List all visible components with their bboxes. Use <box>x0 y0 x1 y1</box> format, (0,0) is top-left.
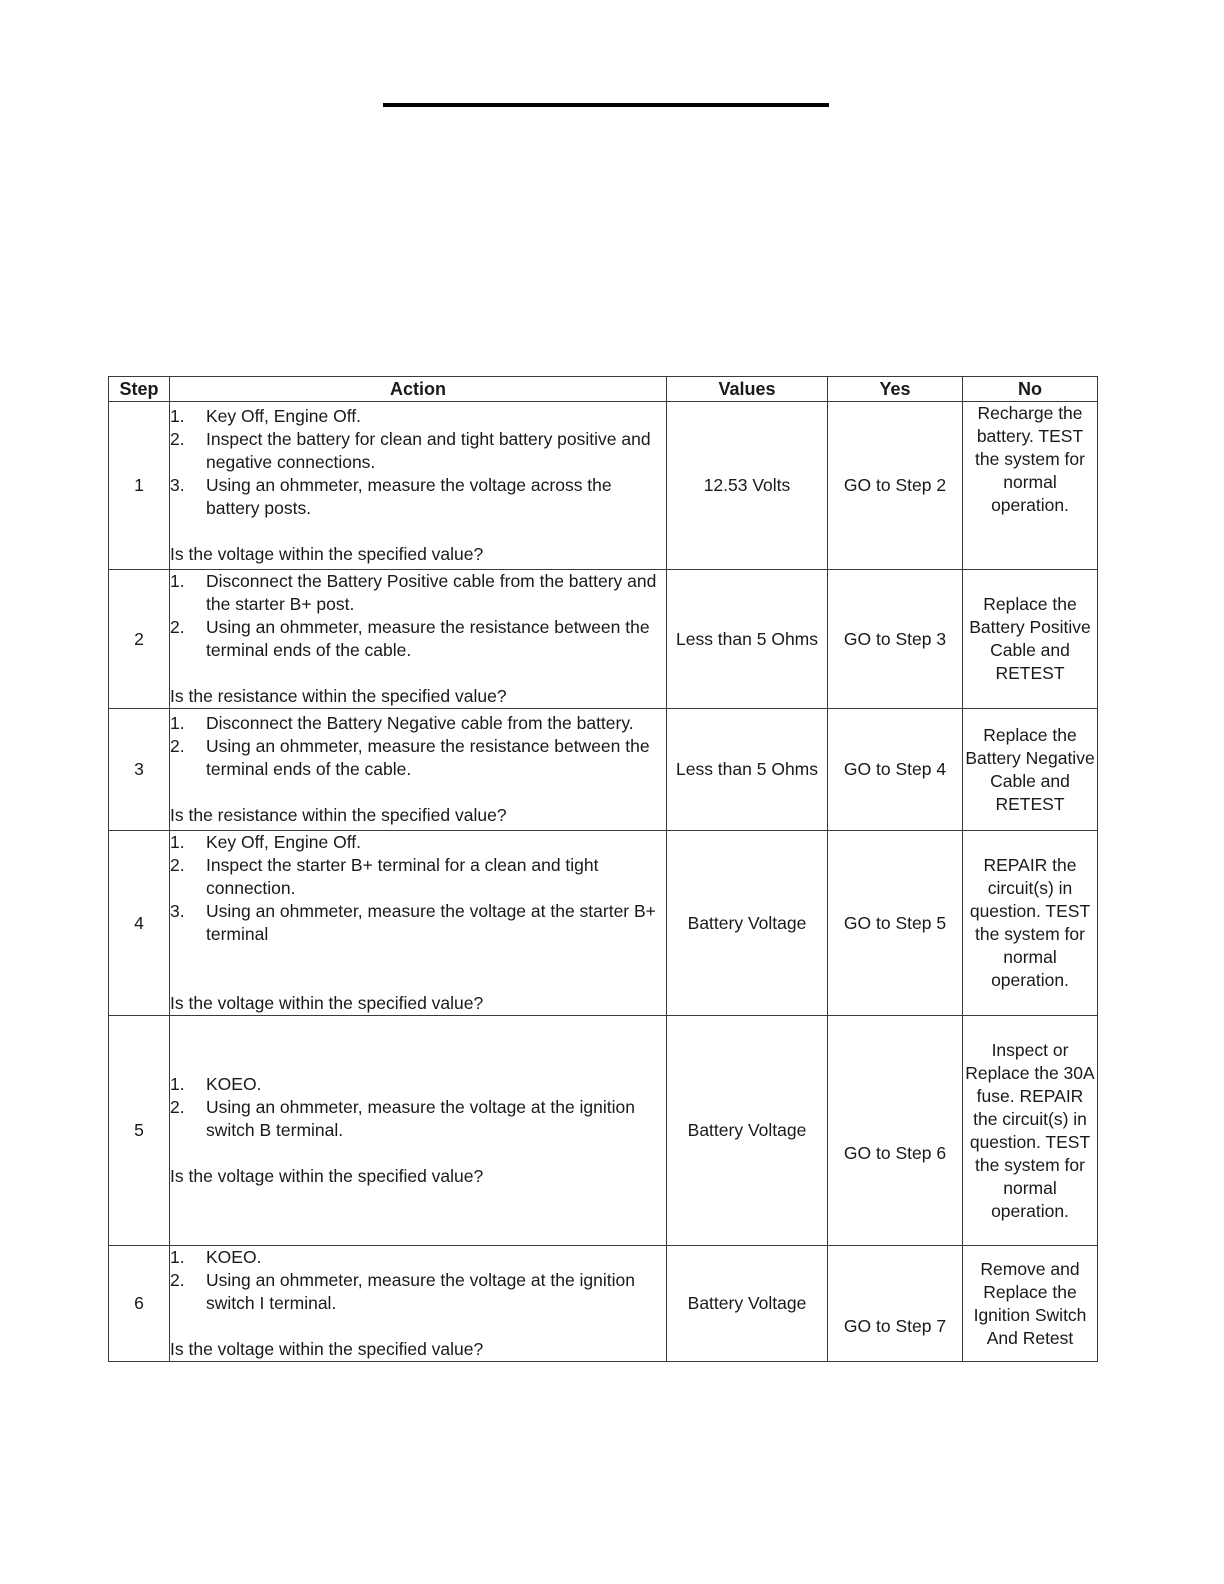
action-item-text: Key Off, Engine Off. <box>206 406 361 426</box>
table-row <box>109 831 1098 1016</box>
action-item <box>170 854 666 900</box>
action-item <box>170 405 666 428</box>
action-list <box>170 831 666 946</box>
action-item-number: 2. <box>170 429 185 449</box>
action-item <box>170 428 666 474</box>
values-cell: Less than 5 Ohms <box>667 570 828 709</box>
table-row <box>109 570 1098 709</box>
action-item-text: KOEO. <box>206 1074 262 1094</box>
yes-cell: GO to Step 7 <box>828 1246 963 1362</box>
action-item-text: Using an ohmmeter, measure the voltage at the ignition switch I terminal. <box>206 1270 635 1313</box>
action-item <box>170 1246 666 1269</box>
action-item-number: 2. <box>170 855 185 875</box>
yes-cell: GO to Step 4 <box>828 709 963 831</box>
table-row <box>109 1016 1098 1246</box>
action-question: Is the resistance within the specified value? <box>170 686 507 706</box>
no-cell: REPAIR the circuit(s) in question. TEST the system for normal operation. <box>963 831 1098 1016</box>
header-action: Action <box>170 377 667 402</box>
action-item-number: 1. <box>170 571 185 591</box>
yes-cell: GO to Step 3 <box>828 570 963 709</box>
step-number: 2 <box>109 570 170 709</box>
header-yes: Yes <box>828 377 963 402</box>
action-question: Is the voltage within the specified value? <box>170 1166 484 1186</box>
action-item <box>170 831 666 854</box>
action-list <box>170 1246 666 1315</box>
no-cell: Replace the Battery Negative Cable and RETEST <box>963 709 1098 831</box>
action-cell <box>170 1246 667 1362</box>
action-item-number: 1. <box>170 832 185 852</box>
action-item-number: 2. <box>170 1097 185 1117</box>
action-item-number: 1. <box>170 1247 185 1267</box>
action-item <box>170 712 666 735</box>
action-cell <box>170 570 667 709</box>
action-item-text: Using an ohmmeter, measure the voltage at the starter B+ terminal <box>206 901 656 944</box>
action-item-number: 2. <box>170 617 185 637</box>
action-item-text: Inspect the battery for clean and tight battery positive and negative connections. <box>206 429 651 472</box>
action-list <box>170 570 666 662</box>
action-item-number: 1. <box>170 406 185 426</box>
action-item-number: 1. <box>170 1074 185 1094</box>
action-item <box>170 735 666 781</box>
yes-cell: GO to Step 6 <box>828 1016 963 1246</box>
action-cell <box>170 709 667 831</box>
header-row <box>109 377 1098 402</box>
yes-cell: GO to Step 2 <box>828 402 963 570</box>
no-cell: Remove and Replace the Ignition Switch And Retest <box>963 1246 1098 1362</box>
action-item <box>170 616 666 662</box>
values-cell: Battery Voltage <box>667 1016 828 1246</box>
action-item-number: 3. <box>170 475 185 495</box>
action-item-text: Inspect the starter B+ terminal for a clean and tight connection. <box>206 855 599 898</box>
step-number: 3 <box>109 709 170 831</box>
step-number: 1 <box>109 402 170 570</box>
step-number: 5 <box>109 1016 170 1246</box>
action-item-text: Using an ohmmeter, measure the voltage across the battery posts. <box>206 475 612 518</box>
action-item-text: Using an ohmmeter, measure the resistance between the terminal ends of the cable. <box>206 736 650 779</box>
action-list <box>170 405 666 520</box>
header-values: Values <box>667 377 828 402</box>
table-row <box>109 1246 1098 1362</box>
step-number: 4 <box>109 831 170 1016</box>
table-row <box>109 709 1098 831</box>
action-item-number: 2. <box>170 1270 185 1290</box>
action-cell <box>170 1016 667 1246</box>
action-list <box>170 712 666 781</box>
action-cell <box>170 831 667 1016</box>
action-item-text: Using an ohmmeter, measure the voltage at the ignition switch B terminal. <box>206 1097 635 1140</box>
values-cell: 12.53 Volts <box>667 402 828 570</box>
action-question: Is the voltage within the specified value? <box>170 1339 484 1359</box>
title-underline <box>383 103 829 107</box>
action-item <box>170 1269 666 1315</box>
action-question: Is the resistance within the specified value? <box>170 805 507 825</box>
action-item <box>170 474 666 520</box>
action-item-text: KOEO. <box>206 1247 262 1267</box>
action-item <box>170 1096 666 1142</box>
values-cell: Less than 5 Ohms <box>667 709 828 831</box>
action-list <box>170 1073 666 1142</box>
table-row <box>109 402 1098 570</box>
action-item <box>170 900 666 946</box>
values-cell: Battery Voltage <box>667 831 828 1016</box>
no-cell: Recharge the battery. TEST the system for normal operation. <box>963 402 1098 570</box>
header-no: No <box>963 377 1098 402</box>
action-item-text: Using an ohmmeter, measure the resistance between the terminal ends of the cable. <box>206 617 650 660</box>
no-cell: Inspect or Replace the 30A fuse. REPAIR the circuit(s) in question. TEST the system for normal operation. <box>963 1016 1098 1246</box>
action-item-text: Disconnect the Battery Positive cable from the battery and the starter B+ post. <box>206 571 657 614</box>
action-item-number: 1. <box>170 713 185 733</box>
action-cell <box>170 402 667 570</box>
action-item-text: Key Off, Engine Off. <box>206 832 361 852</box>
action-item-number: 2. <box>170 736 185 756</box>
values-cell: Battery Voltage <box>667 1246 828 1362</box>
header-step: Step <box>109 377 170 402</box>
no-cell: Replace the Battery Positive Cable and RETEST <box>963 570 1098 709</box>
action-item-number: 3. <box>170 901 185 921</box>
yes-cell: GO to Step 5 <box>828 831 963 1016</box>
action-question: Is the voltage within the specified value? <box>170 544 484 564</box>
action-question: Is the voltage within the specified value? <box>170 993 484 1013</box>
action-item <box>170 570 666 616</box>
diagnostic-table <box>108 376 1098 1362</box>
action-item-text: Disconnect the Battery Negative cable from the battery. <box>206 713 634 733</box>
action-item <box>170 1073 666 1096</box>
step-number: 6 <box>109 1246 170 1362</box>
